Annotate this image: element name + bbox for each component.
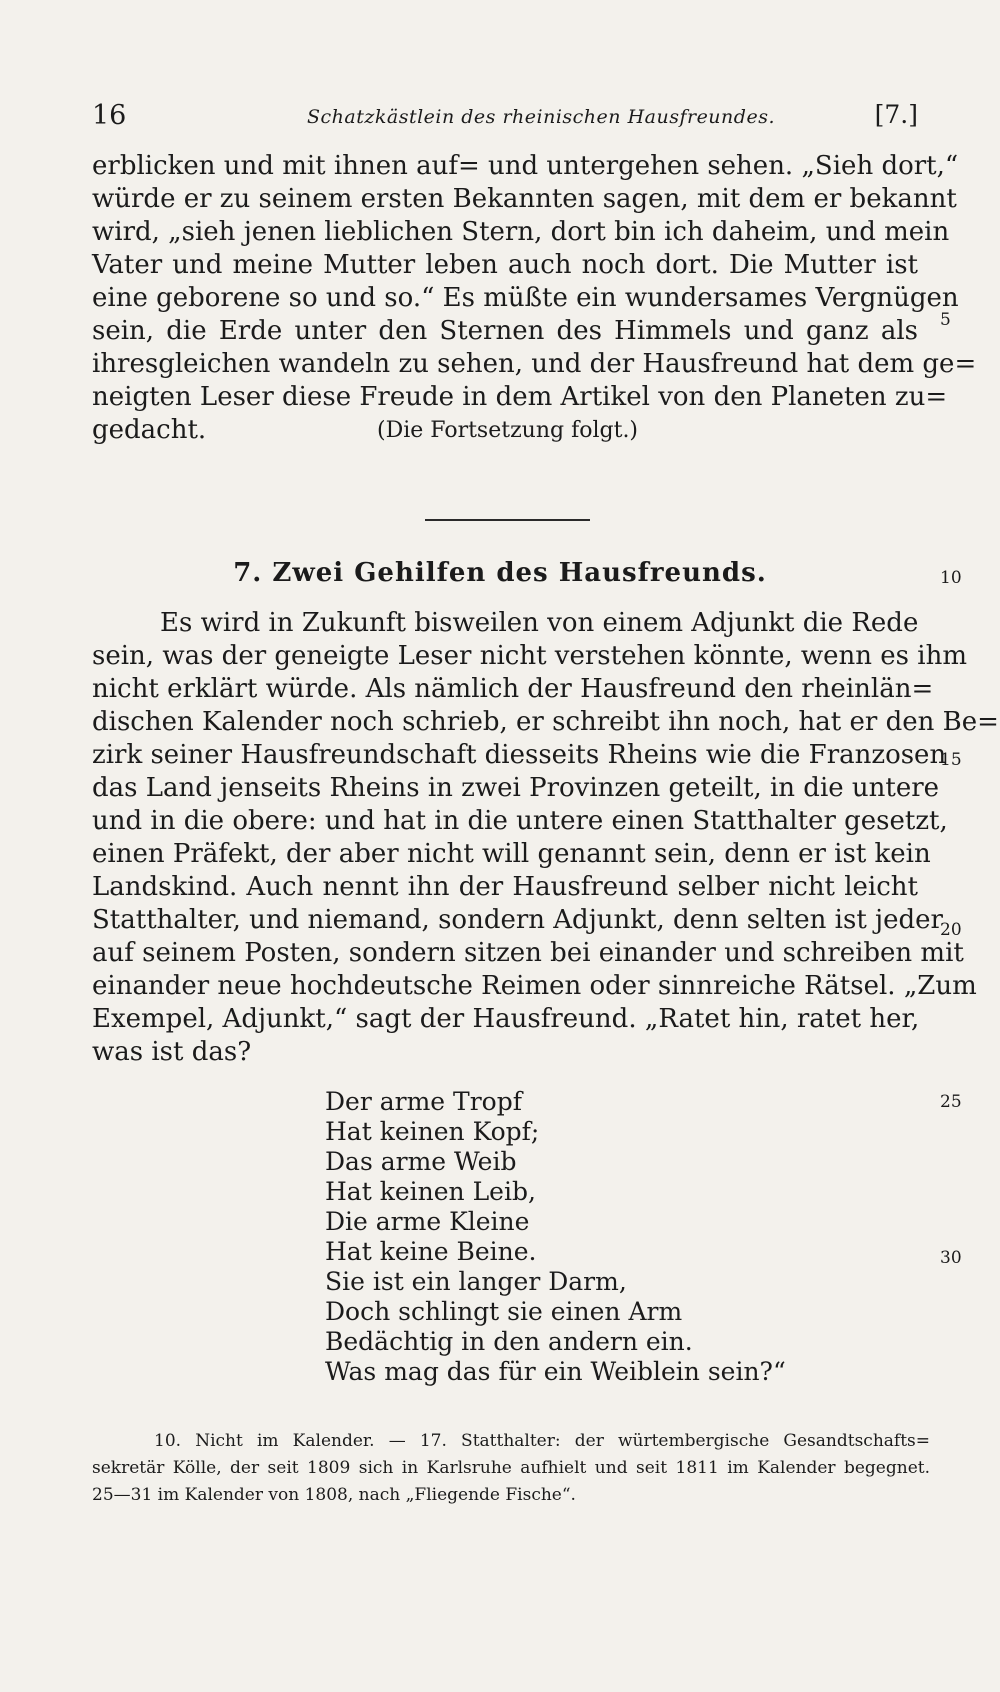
line-number: 25 — [940, 1092, 962, 1112]
text-line: und in die obere: und hat in die untere einen Statthalter gesetzt, — [92, 806, 948, 836]
text-line: was ist das? — [92, 1037, 252, 1067]
poem-line: Hat keinen Leib, — [325, 1177, 536, 1206]
text-line: einen Präfekt, der aber nicht will genannt sein, denn er ist kein — [92, 839, 931, 869]
text-line-last — [92, 414, 918, 447]
continued-paragraph — [92, 150, 977, 447]
line-number: 5 — [940, 310, 951, 330]
continuation-note: (Die Fortsetzung folgt.) — [377, 418, 639, 443]
footnotes — [92, 1428, 930, 1509]
poem-line: Der arme Tropf — [325, 1087, 522, 1116]
footnote-line: 10. Nicht im Kalender. — 17. Statthalter: der würtembergische Gesandtschafts= — [154, 1431, 930, 1451]
section-title: 7. Zwei Gehilfen des Hausfreunds. — [233, 558, 767, 588]
poem-line: Das arme Weib — [325, 1147, 517, 1176]
section-divider — [425, 519, 590, 521]
poem-line: Doch schlingt sie einen Arm — [325, 1297, 683, 1326]
page-number: 16 — [92, 100, 127, 131]
text-line: würde er zu seinem ersten Bekannten sagen, mit dem er bekannt — [92, 184, 957, 214]
text-line: Es wird in Zukunft bisweilen von einem Adjunkt die Rede — [160, 608, 919, 638]
text-line: Vater und meine Mutter leben auch noch dort. Die Mutter ist — [92, 250, 918, 280]
page-header — [92, 100, 918, 140]
footnote-line: sekretär Kölle, der seit 1809 sich in Karlsruhe aufhielt und seit 1811 im Kalender begegnet. — [92, 1458, 930, 1478]
text-line: erblicken und mit ihnen auf= und untergehen sehen. „Sieh dort,“ — [92, 151, 959, 181]
text-line: Exempel, Adjunkt,“ sagt der Hausfreund. „Ratet hin, ratet her, — [92, 1004, 920, 1034]
text-line: einander neue hochdeutsche Reimen oder sinnreiche Rätsel. „Zum — [92, 971, 977, 1001]
poem-line: Hat keinen Kopf; — [325, 1117, 540, 1146]
text-line: Landskind. Auch nennt ihn der Hausfreund selber nicht leicht — [92, 872, 918, 902]
line-number: 20 — [940, 920, 962, 940]
running-title: Schatzkästlein des rheinischen Hausfreundes. — [307, 106, 775, 128]
poem-line: Was mag das für ein Weiblein sein?“ — [325, 1357, 786, 1386]
line-number: 30 — [940, 1248, 962, 1268]
text-line: wird, „sieh jenen lieblichen Stern, dort bin ich daheim, und mein — [92, 217, 950, 247]
text-line: sein, die Erde unter den Sternen des Himmels und ganz als — [92, 316, 918, 346]
poem-line: Bedächtig in den andern ein. — [325, 1327, 693, 1356]
text-line: Statthalter, und niemand, sondern Adjunkt, denn selten ist jeder — [92, 905, 943, 935]
section-heading — [0, 558, 1000, 588]
footnote-line: 25—31 im Kalender von 1808, nach „Fliegende Fische“. — [92, 1485, 576, 1505]
section-marker: [7.] — [874, 100, 918, 129]
text-line: auf seinem Posten, sondern sitzen bei einander und schreiben mit — [92, 938, 964, 968]
text-line: sein, was der geneigte Leser nicht verstehen könnte, wenn es ihm — [92, 641, 967, 671]
text-line: zirk seiner Hausfreundschaft diesseits Rheins wie die Franzosen — [92, 740, 947, 770]
text-line: dischen Kalender noch schrieb, er schreibt ihn noch, hat er den Be= — [92, 707, 999, 737]
text-line: neigten Leser diese Freude in dem Artikel von den Planeten zu= — [92, 382, 948, 412]
riddle-poem — [325, 1087, 786, 1387]
poem-line: Die arme Kleine — [325, 1207, 530, 1236]
line-number: 15 — [940, 750, 962, 770]
poem-line: Hat keine Beine. — [325, 1237, 537, 1266]
text-line: das Land jenseits Rheins in zwei Provinzen geteilt, in die untere — [92, 773, 940, 803]
text-line: ihresgleichen wandeln zu sehen, und der Hausfreund hat dem ge= — [92, 349, 977, 379]
text-line-end: gedacht. — [92, 415, 207, 445]
line-number: 10 — [940, 568, 962, 588]
text-line: nicht erklärt würde. Als nämlich der Hausfreund den rheinlän= — [92, 674, 934, 704]
poem-line: Sie ist ein langer Darm, — [325, 1267, 627, 1296]
text-line: eine geborene so und so.“ Es müßte ein wundersames Vergnügen — [92, 283, 959, 313]
